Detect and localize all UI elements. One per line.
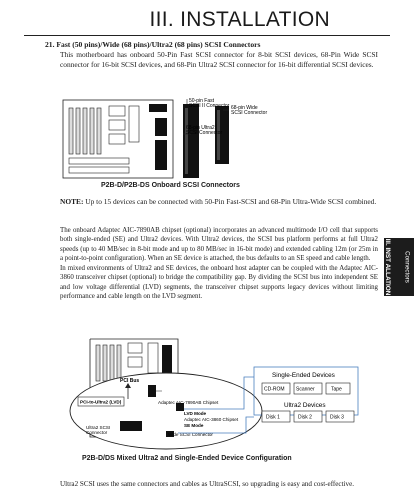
page-header (24, 6, 390, 36)
fig2-pci-bus: PCI Bus (120, 378, 140, 384)
label-ultra: 68-pin Ultra2 (186, 125, 215, 131)
scsi-section (45, 40, 378, 70)
se-device-2: Tape (331, 386, 342, 393)
se-devices-title: Single-Ended Devices (272, 372, 335, 379)
ultra2-scsi-connector (155, 140, 167, 170)
motherboard-diagram (55, 96, 305, 182)
ultra2-device-1: Disk 2 (298, 414, 312, 421)
page-title: III. INSTALLATION (149, 8, 330, 31)
fig2-ultra2-scsi: Ultra2 SCSI (86, 425, 111, 430)
figure2-caption: P2B-D/DS Mixed Ultra2 and Single-Ended Device Configuration (82, 455, 292, 462)
note-text (60, 197, 378, 207)
section-body: This motherboard has onboard 50-Pin Fast SCSI connector for 8-bit SCSI devices, 68-Pin Wide SCSI connector for 16-bit SCSI devices, and 68-Pin Ultra2 SCSI connector for 16-bit differential SCSI devices. (60, 50, 378, 70)
fig2-lvd-mode: LVD Mode (184, 411, 207, 416)
wide-scsi-connector (155, 118, 167, 136)
fig2-wide-scsi: Wide SCSI Connector (168, 432, 213, 437)
fig2-adaptec-3860: Adaptec AIC-3860 Chipset (184, 417, 239, 422)
header-rule (24, 35, 390, 36)
fig2-connector: Connector (86, 430, 108, 435)
label-wide: 68-pin Wide (231, 105, 258, 111)
paragraph-2: In mixed environments of Ultra2 and SE devices, the onboard host adapter can be coupled with the Adaptec AIC-3860 transceiver chipset (optional) to bridge the compatibility gap. By dividing the SCSI bus into independent SE and low voltage differential (LVD) segments, the transceiver chipset supports legacy devices without limiting performance and cable length on the LVD segment. (60, 264, 378, 301)
chapter-side-tab (384, 238, 414, 296)
footer-text: Ultra2 SCSI uses the same connectors and cables as UltraSCSI, so upgrading is easy and cost-effective. (60, 480, 354, 488)
label-fast: 50-pin Fast (189, 98, 215, 104)
se-device-1: Scanner (296, 386, 315, 393)
fast-scsi-connector (149, 104, 167, 112)
se-device-0: CD-ROM (264, 386, 285, 393)
mixed-config-figure (58, 337, 368, 467)
label-fast-2: SCSI II Connector (189, 103, 230, 109)
fig2-adaptec-7890: Adaptec AIC-7890AB Chipset (158, 400, 219, 405)
onboard-connectors-figure (55, 96, 305, 194)
mixed-config-diagram (58, 337, 368, 453)
fig2-pci-to-ultra2: PCI-to-Ultra2 (LVD) (80, 399, 122, 405)
ultra2-device-2: Disk 3 (330, 414, 344, 421)
side-tab-section: Connectors (403, 251, 411, 283)
note-label: NOTE: (60, 197, 84, 206)
ultra2-device-0: Disk 1 (266, 414, 280, 421)
figure1-caption: P2B-D/P2B-DS Onboard SCSI Connectors (101, 182, 240, 189)
side-tab-chapter: III. INST ALLATION (384, 238, 392, 296)
adaptec-paragraph (60, 226, 378, 302)
label-wide-2: SCSI Connector (231, 110, 268, 116)
label-ultra-2: SCSI Connector (186, 130, 223, 136)
note-body: Up to 15 devices can be connected with 50-Pin Fast-SCSI and 68-Pin Ultra-Wide SCSI combined. (83, 197, 377, 206)
fig2-se-mode: SE Mode (184, 423, 204, 428)
ultra2-devices-title: Ultra2 Devices (284, 402, 326, 409)
paragraph-1: The onboard Adaptec AIC-7890AB chipset (optional) incorporates an advanced multimode I/O cell that supports both single-ended (SE) and Ultra2 devices. With Ultra2 devices, the SCSI bus platform performs at full Ultra2 speeds (up to 40 MB/sec in 8-bit mode and up to 80 MB/sec in 16-bit mode) and extended cabling 12m (or 25m in a point-to-point configuration). When an SE device is attached, the bus defaults to an SE speed and cable length. (60, 227, 378, 263)
section-heading: 21. Fast (50 pins)/Wide (68 pins)/Ultra2 (68 pins) SCSI Connectors (45, 40, 261, 49)
zoom-ellipse (70, 373, 262, 449)
